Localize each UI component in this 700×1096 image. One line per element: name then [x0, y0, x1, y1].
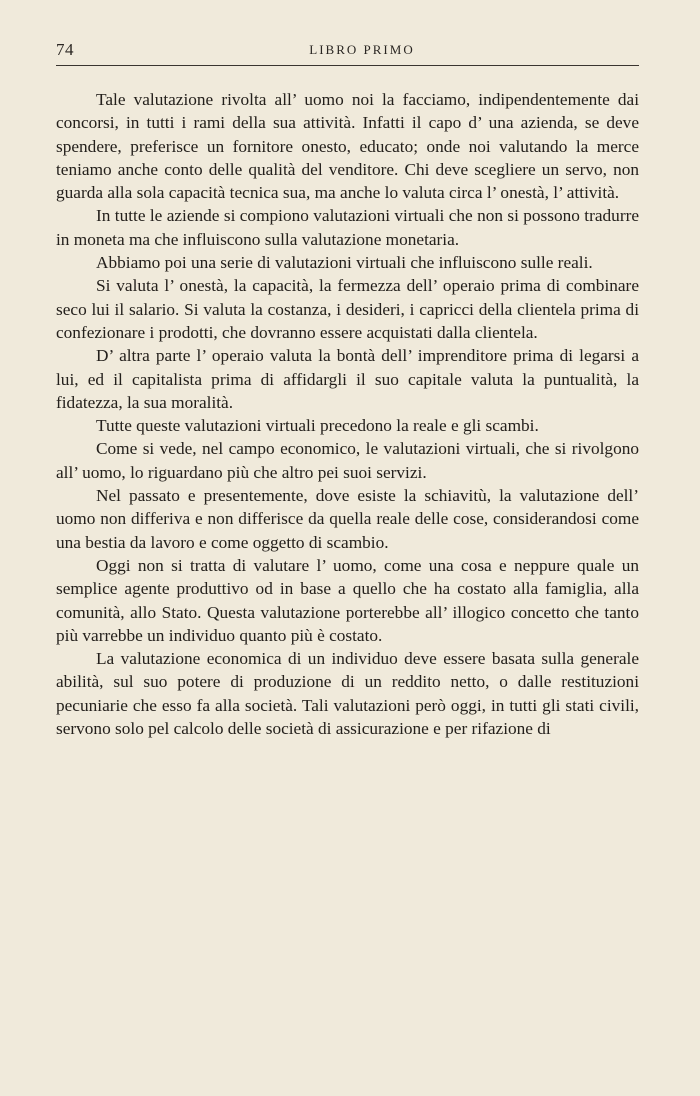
paragraph: La valutazione economica di un individuo deve essere basata sulla generale abilità, sul suo potere di produzione di un reddito netto, o dalle restituzioni pecuniarie che esso fa alla società. Tali valutazioni però oggi, in tutti gli stati civili, servono solo pel calcolo delle società di assicurazione e per rifazione di: [56, 649, 639, 739]
header-rule: [56, 65, 639, 66]
paragraph: Si valuta l’ onestà, la capacità, la fermezza dell’ operaio prima di combinare seco lui il salario. Si valuta la costanza, i desideri, i capricci della clientela prima di confezionare i prodotti, che dovranno essere acquistati dalla clientela.: [56, 276, 639, 342]
paragraph: Oggi non si tratta di valutare l’ uomo, come una cosa e neppure quale un semplice agente produttivo od in base a quello che ha costato alla famiglia, alla comunità, allo Stato. Questa valutazione porterebbe all’ illogico concetto che tanto più varrebbe un individuo quanto più è costato.: [56, 555, 639, 645]
paragraph: Nel passato e presentemente, dove esiste la schiavitù, la valutazione dell’ uomo non differiva e non differisce da quella reale delle cose, considerandosi come una bestia da lavoro e come oggetto di scambio.: [56, 486, 639, 552]
paragraph: Tutte queste valutazioni virtuali precedono la reale e gli scambi.: [96, 416, 539, 436]
page-number: 74: [56, 40, 74, 59]
paragraph: Come si vede, nel campo economico, le valutazioni virtuali, che si rivolgono all’ uomo, lo riguardano più che altro pei suoi servizi.: [56, 439, 639, 482]
running-head: [56, 40, 640, 64]
paragraph: In tutte le aziende si compiono valutazioni virtuali che non si possono tradurre in moneta ma che influiscono sulla valutazione monetaria.: [56, 206, 639, 249]
paragraph: Tale valutazione rivolta all’ uomo noi la facciamo, indipendentemente dai concorsi, in tutti i rami della sua attività. Infatti il capo d’ una azienda, se deve spendere, preferisce un fornitore onesto, educato; onde noi valutando la merce teniamo anche conto delle qualità del venditore. Chi deve scegliere un servo, non guarda alla sola capacità tecnica sua, ma anche lo valuta circa l’ onestà, l’ attività.: [56, 90, 639, 203]
paragraph: D’ altra parte l’ operaio valuta la bontà dell’ imprenditore prima di legarsi a lui, ed il capitalista prima di affidargli il suo capitale valuta la puntualità, la fidatezza, la sua moralità.: [56, 346, 639, 412]
paragraph: Abbiamo poi una serie di valutazioni virtuali che influiscono sulle reali.: [96, 253, 593, 273]
body-text: [56, 88, 639, 740]
running-head-title: LIBRO PRIMO: [309, 42, 415, 57]
